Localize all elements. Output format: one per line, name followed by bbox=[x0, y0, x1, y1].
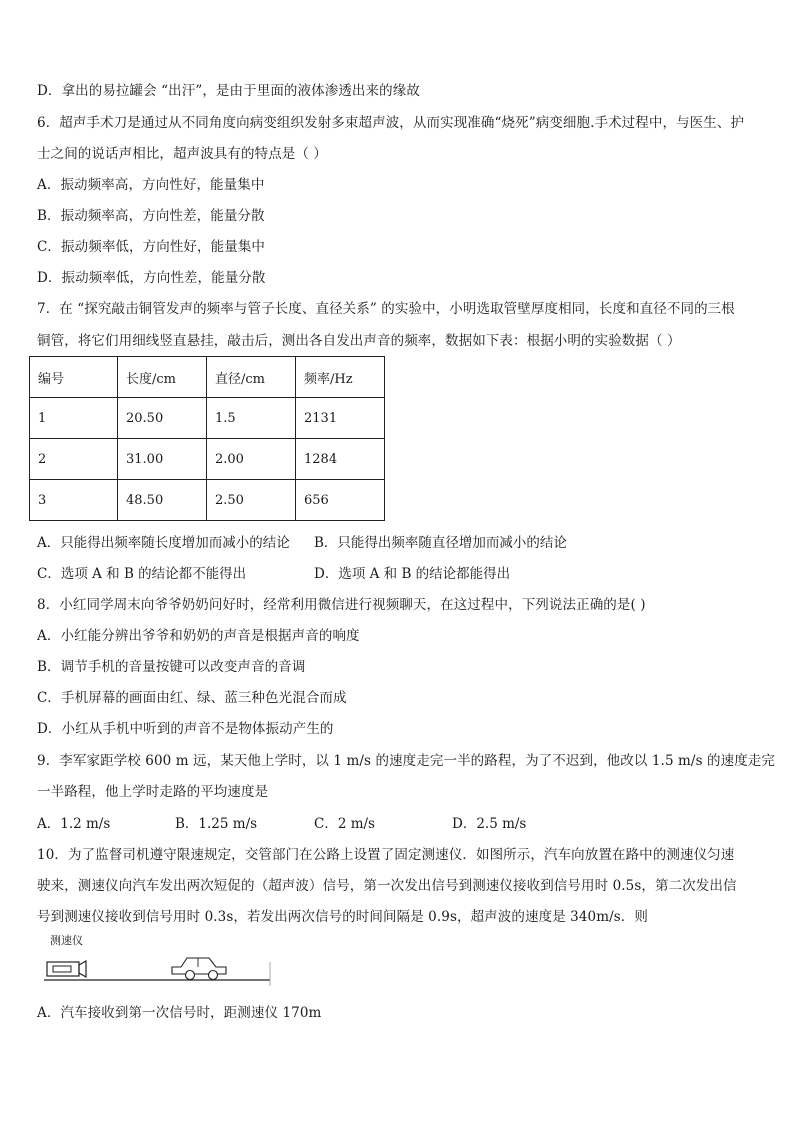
table-cell: 1284 bbox=[296, 439, 385, 480]
table-cell: 2.50 bbox=[207, 480, 296, 521]
car-icon bbox=[172, 958, 226, 980]
q8-option-c: C．手机屏幕的画面由红、绿、蓝三种色光混合而成 bbox=[37, 690, 347, 706]
q8-option-a: A．小红能分辨出爷爷和奶奶的声音是根据声音的响度 bbox=[37, 628, 360, 644]
q9-stem-line-1: 9．李军家距学校 600 m 远，某天他上学时，以 1 m/s 的速度走完一半的路程，为了不迟到，他改以 1.5 m/s 的速度走完 bbox=[37, 753, 775, 769]
q7-option-b: B．只能得出频率随直径增加而减小的结论 bbox=[314, 535, 567, 551]
table-cell: 3 bbox=[30, 480, 118, 521]
table-cell: 2131 bbox=[296, 398, 385, 439]
q9-stem-line-2: 一半路程，他上学时走路的平均速度是 bbox=[37, 784, 269, 800]
q9-option-d: D．2.5 m/s bbox=[452, 816, 527, 832]
table-cell: 656 bbox=[296, 480, 385, 521]
q9-option-a: A．1.2 m/s bbox=[37, 816, 111, 832]
q10-figure bbox=[44, 934, 274, 988]
table-cell: 2 bbox=[30, 439, 118, 480]
q6-option-d: D．振动频率低，方向性差，能量分散 bbox=[37, 270, 266, 286]
table-cell: 1.5 bbox=[207, 398, 296, 439]
figure-label: 测速仪 bbox=[50, 934, 83, 947]
q8-option-b: B．调节手机的音量按键可以改变声音的音调 bbox=[37, 659, 306, 675]
q7-stem-line-1: 7．在 “探究敲击铜管发声的频率与管子长度、直径关系” 的实验中，小明选取管壁厚度相同，长度和直径不同的三根 bbox=[37, 301, 735, 317]
q7-option-a: A．只能得出频率随长度增加而减小的结论 bbox=[37, 535, 290, 551]
table-row bbox=[30, 480, 385, 521]
q10-option-a: A．汽车接收到第一次信号时，距测速仪 170m bbox=[37, 1005, 322, 1021]
q6-option-b: B．振动频率高，方向性差，能量分散 bbox=[37, 208, 265, 224]
q6-stem-line-1: 6．超声手术刀是通过从不同角度向病变组织发射多束超声波，从而实现准确“烧死”病变细胞.手术过程中，与医生、护 bbox=[37, 115, 745, 131]
table-cell: 20.50 bbox=[118, 398, 207, 439]
table-header-cell: 长度/cm bbox=[118, 357, 207, 398]
q6-stem-line-2: 士之间的说话声相比，超声波具有的特点是（ ） bbox=[37, 146, 327, 162]
q9-option-b: B．1.25 m/s bbox=[175, 816, 258, 832]
table-cell: 31.00 bbox=[118, 439, 207, 480]
q7-option-d: D．选项 A 和 B 的结论都能得出 bbox=[314, 566, 511, 582]
q10-stem-line-3: 号到测速仪接收到信号用时 0.3s，若发出两次信号的时间间隔是 0.9s，超声波的速度是 340m/s．则 bbox=[37, 909, 649, 925]
q10-stem-line-2: 驶来，测速仪向汽车发出两次短促的（超声波）信号，第一次发出信号到测速仪接收到信号用时 0.5s，第二次发出信 bbox=[37, 878, 737, 894]
table-header-row bbox=[30, 357, 385, 398]
table-cell: 2.00 bbox=[207, 439, 296, 480]
q8-option-d: D．小红从手机中听到的声音不是物体振动产生的 bbox=[37, 721, 334, 737]
q10-stem-line-1: 10．为了监督司机遵守限速规定，交管部门在公路上设置了固定测速仪．如图所示，汽车向放置在路中的测速仪匀速 bbox=[37, 847, 735, 863]
q7-stem-line-2: 铜管，将它们用细线竖直悬挂，敲击后，测出各自发出声音的频率，数据如下表：根据小明的实验数据（ ） bbox=[37, 333, 681, 349]
q9-option-c: C．2 m/s bbox=[314, 816, 375, 832]
table-header-cell: 编号 bbox=[30, 357, 118, 398]
table-header-cell: 频率/Hz bbox=[296, 357, 385, 398]
q7-data-table bbox=[29, 356, 385, 521]
table-row bbox=[30, 398, 385, 439]
q6-option-a: A．振动频率高，方向性好，能量集中 bbox=[37, 177, 265, 193]
q7-option-c: C．选项 A 和 B 的结论都不能得出 bbox=[37, 566, 247, 582]
road-diagram bbox=[44, 934, 274, 988]
table-row bbox=[30, 439, 385, 480]
table-cell: 1 bbox=[30, 398, 118, 439]
q5-option-d: D．拿出的易拉罐会 “出汗”，是由于里面的液体渗透出来的缘故 bbox=[37, 83, 420, 99]
table-header-cell: 直径/cm bbox=[207, 357, 296, 398]
q8-stem: 8．小红同学周末向爷爷奶奶问好时，经常利用微信进行视频聊天，在这过程中，下列说法正确的是( ) bbox=[37, 597, 646, 613]
table-cell: 48.50 bbox=[118, 480, 207, 521]
speed-camera-icon bbox=[47, 961, 86, 977]
q6-option-c: C．振动频率低，方向性好，能量集中 bbox=[37, 239, 266, 255]
